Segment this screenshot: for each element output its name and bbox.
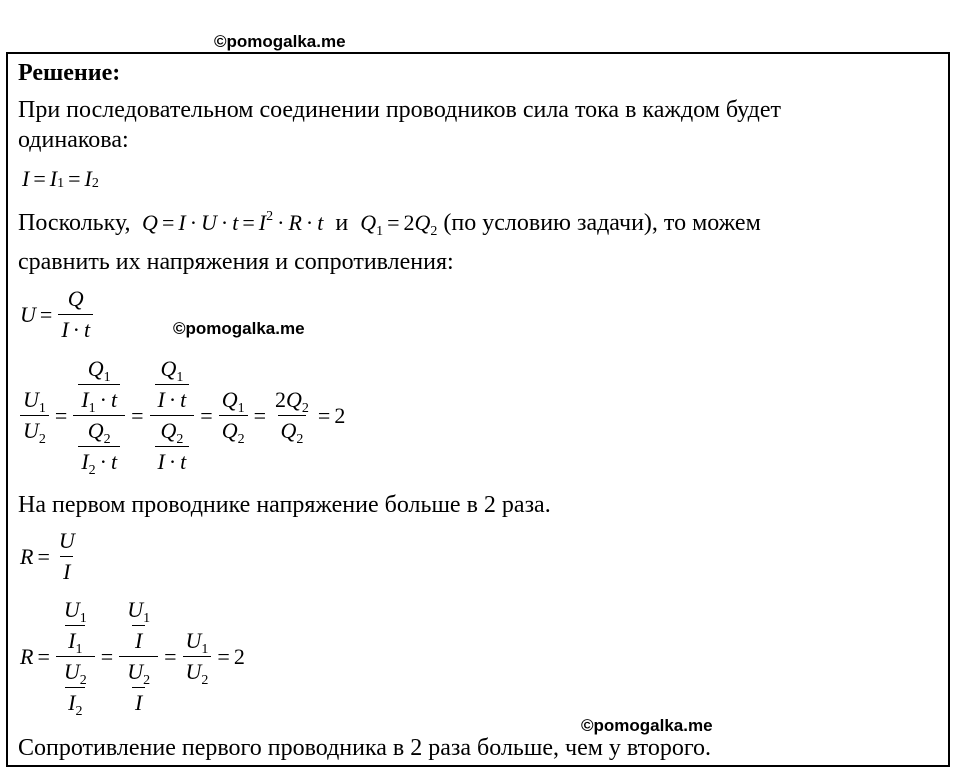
formula-resistance: R = $\frac{U}{I}$ (20, 528, 75, 584)
paragraph-current-line1: При последовательном соединении проводников сила тока в каждом будет (18, 97, 782, 123)
formula-resistance-ratio: R = $\frac{\frac{U_1}{I_1}}{\frac{U_2}{I_2}}$ = $\frac{\frac{U_1}{I}}{\frac{U_2}{I}}$ = $\frac{U_1}{U_2}$ = 2 (20, 597, 245, 719)
solution-heading: Решение: (18, 60, 121, 86)
formula-voltage-ratio: $\frac{U_1}{U_2}$ = $\frac{\frac{Q_1}{I_1 \cdot t}}{\frac{Q_2}{I_2 \cdot t}}$ = $\frac{\frac{Q_1}{I \cdot t}}{\frac{Q_2}{I \cdot t}}$ = $\frac{Q_1}{Q_2}$ = $\frac{2Q_2}{Q_2}$ = 2 (18, 356, 345, 475)
watermark-top: ©pomogalka.me (214, 32, 346, 51)
watermark-middle: ©pomogalka.me (173, 319, 305, 338)
formula-voltage: U = $\frac{Q}{I \cdot t}$ (20, 286, 95, 343)
formula-current-equal: I = I 1 = I 2 (22, 166, 99, 191)
paragraph-since: Поскольку, $Q = I \cdot U \cdot t = I^2 \cdot R \cdot t$ и $Q_1 = 2Q_2$ (по условию задачи), то можем (18, 209, 761, 239)
paragraph-voltage-conclusion: На первом проводнике напряжение больше в 2 раза. (18, 492, 551, 518)
paragraph-current-line2: одинакова: (18, 127, 129, 153)
paragraph-compare: сравнить их напряжения и сопротивления: (18, 249, 454, 275)
watermark-bottom: ©pomogalka.me (581, 716, 713, 735)
paragraph-resistance-conclusion: Сопротивление первого проводника в 2 раза больше, чем у второго. (18, 735, 712, 761)
